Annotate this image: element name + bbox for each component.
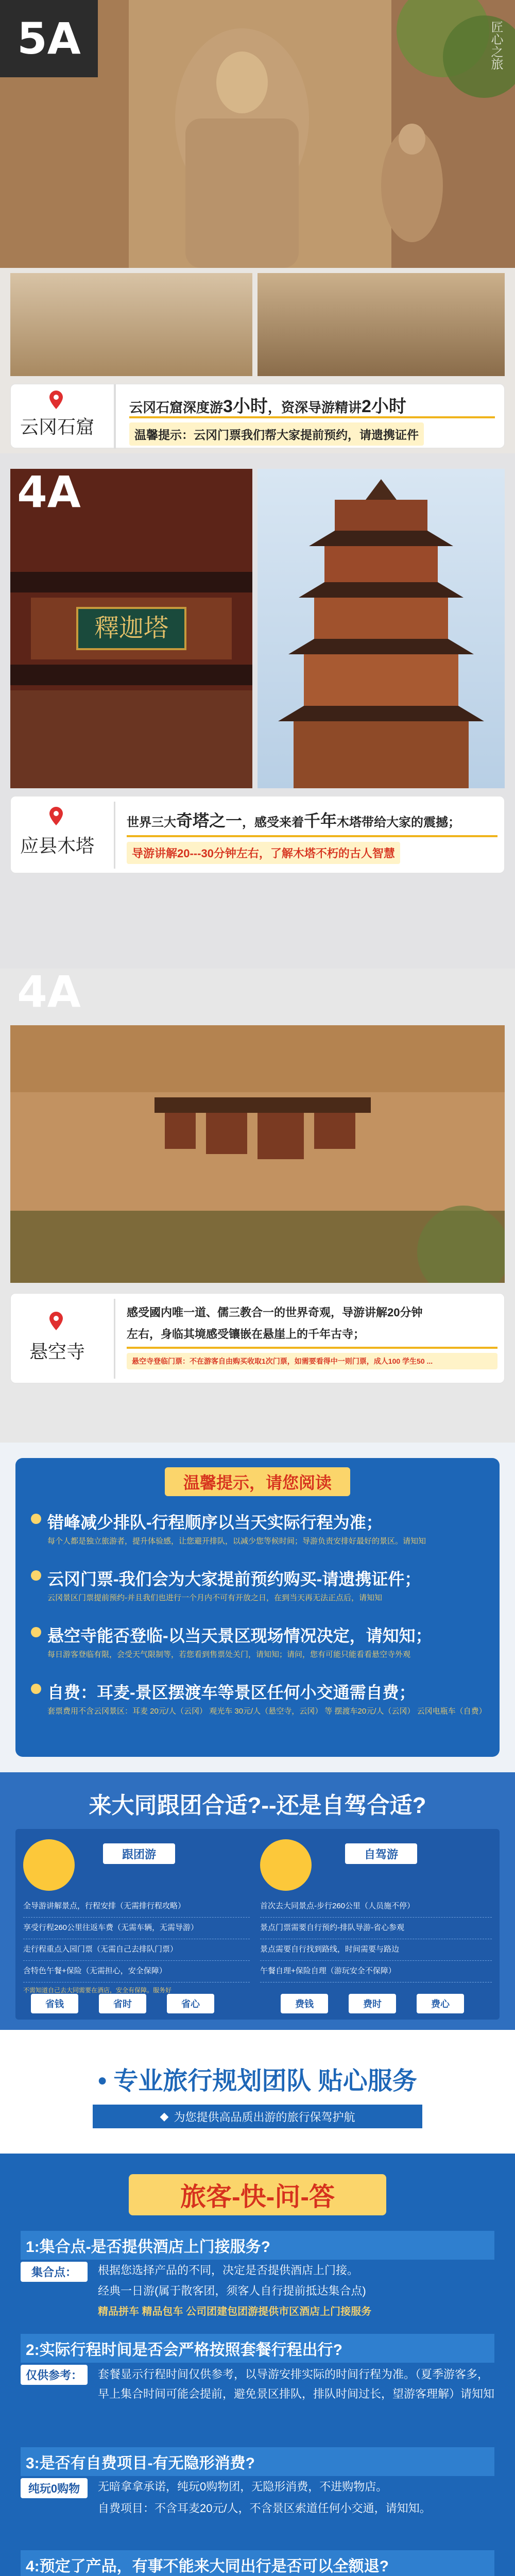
notice-header: 温馨提示，请您阅读: [165, 1467, 350, 1496]
yungang-grotto-photo-left: [10, 273, 252, 376]
notice-item-title: 自费：耳麦-景区摆渡车等景区任何小交通需自费；: [47, 1683, 416, 1702]
section-yungang: [0, 0, 515, 453]
info-mid: ，资深导游精讲: [267, 400, 362, 415]
compare-left-item: 享受行程260公里往返车费（无需车辆，无需导游）: [23, 1918, 250, 1939]
faq-question: 3:是否有自费项目-有无隐形消费?: [21, 2447, 494, 2476]
service-sub-banner: [93, 2105, 422, 2128]
location-name: 悬空寺: [29, 1341, 85, 1362]
info-hours-2: 2小时: [361, 397, 406, 416]
dot-icon: •: [98, 2067, 114, 2095]
right-header: 自驾游: [345, 1843, 417, 1864]
info-highlight: 奇塔之一: [176, 811, 243, 830]
compare-left-list: [23, 1896, 250, 1994]
faq-answer: 根据您选择产品的不同，决定是否提供酒店上门接。: [98, 2264, 359, 2277]
location-name: 云冈石窟: [20, 416, 94, 437]
service-sub-text: 为您提供高品质出游的旅行保驾护航: [174, 2110, 355, 2124]
yellow-dot-icon: [31, 1684, 41, 1694]
faq-label: 纯玩0购物: [21, 2478, 88, 2498]
muta-photo-left: [10, 469, 252, 788]
info-highlight: 千年: [304, 811, 337, 830]
section-xuankong: [0, 969, 515, 1443]
xuankong-info-line1: 感受國内唯一道、儒三教合一的世界奇观，导游讲解20分钟: [127, 1306, 423, 1319]
info-part: 世界三大: [127, 816, 176, 829]
notice-item: [31, 1510, 484, 1566]
notice-list: [31, 1510, 487, 1736]
notice-item-body: 每日游客登临有限，会受天气限制等，若您看到售票处关门，请知知；请问，您有可能只能看看悬空寺外观: [47, 1650, 411, 1659]
faq-question: 1:集合点-是否提供酒店上门接服务?: [21, 2231, 494, 2260]
yellow-dot-icon: [31, 1627, 41, 1637]
compare-section: [0, 1772, 515, 2030]
yungang-buddha-photo: [0, 0, 515, 268]
left-tag: 省心: [167, 1994, 214, 2013]
notice-item-title: 错峰减少排队-行程顺序以当天实际行程为准；: [47, 1513, 383, 1532]
faq-answer: 经典一日游(属于散客团，须客人自行提前抵达集合点): [98, 2284, 366, 2297]
info-prefix: 云冈石窟深度游: [129, 400, 224, 415]
notice-item: [31, 1680, 487, 1736]
location-pin-icon: [49, 1312, 63, 1330]
faq-label: 集合点：: [21, 2262, 88, 2282]
notice-item-title: 云冈门票-我们会为大家提前预约购买-请遗携证件；: [47, 1570, 421, 1588]
level-badge-4a: 4A: [17, 469, 81, 517]
location-pin-icon: [49, 391, 63, 409]
xuankong-cliff-image: [10, 1025, 505, 1283]
faq-answer: 无暗拿拿承诺，纯玩0购物团，无隐形消费，不进购物店。: [98, 2480, 388, 2493]
faq-label: 仅供参考：: [21, 2365, 88, 2385]
right-tag: 费心: [417, 1994, 464, 2013]
xuankong-info-line2: 左右，身临其境感受镶嵌在悬崖上的千年古寺；: [127, 1328, 365, 1341]
muta-pagoda-tower-image: [258, 469, 505, 788]
info-hours-1: 3小时: [223, 397, 268, 416]
compare-right-item: 首次去大同景点-步行260公里（人员施不停）: [260, 1896, 492, 1918]
right-tag: 费钱: [281, 1994, 328, 2013]
location-pin-icon: [49, 807, 63, 825]
notice-item: [31, 1623, 484, 1680]
compare-left-note: 不需知道自己去大同需要在酒店，安全有保障。服务好: [23, 1987, 172, 1994]
compare-right-item: 景点门票需要自行预约-排队导游-省心参观: [260, 1918, 492, 1939]
compare-left-item: 走行程重点入园门票（无需自己去排队门票）: [23, 1939, 250, 1961]
faq-answer: 套餐显示行程时间仅供参考，以导游安排实际的时间行程为准。（夏季游客多，早上集合时间可能会提前，避免景区排队，排队时间过长，望游客理解）请知知: [98, 2368, 495, 2400]
yungang-info-line: [129, 392, 406, 417]
compare-right-item: 景点需要自行找到路线，时间需要与路边: [260, 1939, 492, 1961]
muta-info-card: [10, 796, 505, 873]
faq-answer-highlight: 精品拼车 精品包车 公司团建包团游提供市区酒店上门接服务: [98, 2306, 372, 2317]
watermark: 匠心之旅: [489, 21, 503, 70]
level-badge-5a: 5A: [0, 0, 98, 77]
service-section: [0, 2030, 515, 2154]
yungang-tip: 温馨提示：云冈门票我们帮大家提前预约，请遗携证件: [129, 422, 424, 446]
faq-answer: 自费项目：不含耳麦20元/人，不含景区索道任何小交通，请知知。: [98, 2502, 431, 2515]
faq-question: 4:预定了产品，有事不能来大同出行是否可以全额退?: [21, 2550, 494, 2576]
left-tag: 省钱: [31, 1994, 78, 2013]
level-badge-4a: 4A: [17, 967, 81, 1017]
compare-title: 来大同跟团合适?--还是自驾合适?: [89, 1793, 426, 1818]
faq-section: [0, 2154, 515, 2576]
muta-tip: 导游讲解20---30分钟左右，了解木塔不朽的古人智慧: [127, 842, 400, 864]
service-slogan: [0, 2061, 515, 2096]
signboard-text: 釋迦塔: [94, 614, 169, 642]
yellow-dot-icon: [31, 1514, 41, 1524]
right-tag: 费时: [349, 1994, 396, 2013]
notice-item-body: 套票费用不含云冈景区：耳麦 20元/人（云冈） 观光车 30元/人（悬空寺，云冈） 等 摆渡车20元/人（云冈） 云冈电瓶车（自费）: [47, 1707, 487, 1716]
yungang-info-card: [10, 384, 505, 448]
notice-section: [0, 1443, 515, 1772]
diamond-icon: ◆: [160, 2110, 169, 2123]
yungang-grotto-photo-right: [258, 273, 505, 376]
service-slogan-text: 专业旅行规划团队 贴心服务: [113, 2067, 417, 2095]
xuankong-photo: [10, 1025, 505, 1283]
compare-right-item: 午餐自理+保险自理（游玩安全不保障）: [260, 1961, 492, 1982]
faq-question: 2:实际行程时间是否会严格按照套餐行程出行?: [21, 2334, 494, 2363]
compare-right-tags: [281, 1994, 464, 2013]
sad-emoji-icon: [260, 1839, 312, 1891]
faq-title: 旅客-快-问-答: [129, 2174, 386, 2215]
info-part: ，感受来着: [242, 816, 304, 829]
compare-left-item: 含特色午餐+保险（无需担心，安全保障）: [23, 1961, 250, 1982]
xuankong-info-card: [10, 1293, 505, 1383]
muta-photo-right: [258, 469, 505, 788]
notice-item-title: 悬空寺能否登临-以当天景区现场情况决定，请知知；: [47, 1626, 432, 1645]
compare-left-tags: [31, 1994, 214, 2013]
left-header: 跟团游: [103, 1843, 175, 1864]
info-part: 木塔带给大家的震撼；: [337, 816, 461, 829]
compare-right-list: [260, 1896, 492, 1982]
xuankong-tip: 悬空寺登临门票：不在游客自由购买收取1次门票，如需要看得中一则门票，成人100 学生50 ...: [127, 1353, 497, 1369]
notice-item-body: 每个人都是独立旅游者，提升体验感，让您避开排队，以减少您等候时间；导游负责安排好最好的景区。请知知: [47, 1537, 426, 1546]
notice-item-body: 云冈景区门票提前预约-并且我们也进行一个月内不可有开放之日，在到当天再无法正点后，请知知: [47, 1594, 382, 1602]
section-muta: [0, 453, 515, 969]
location-name: 应县木塔: [20, 835, 94, 856]
left-tag: 省时: [99, 1994, 146, 2013]
notice-item: [31, 1566, 484, 1623]
yellow-dot-icon: [31, 1570, 41, 1581]
compare-left-item: 全导游讲解景点，行程安排（无需排行程攻略）: [23, 1896, 250, 1918]
happy-emoji-icon: [23, 1839, 75, 1891]
muta-info-line: [127, 808, 460, 832]
